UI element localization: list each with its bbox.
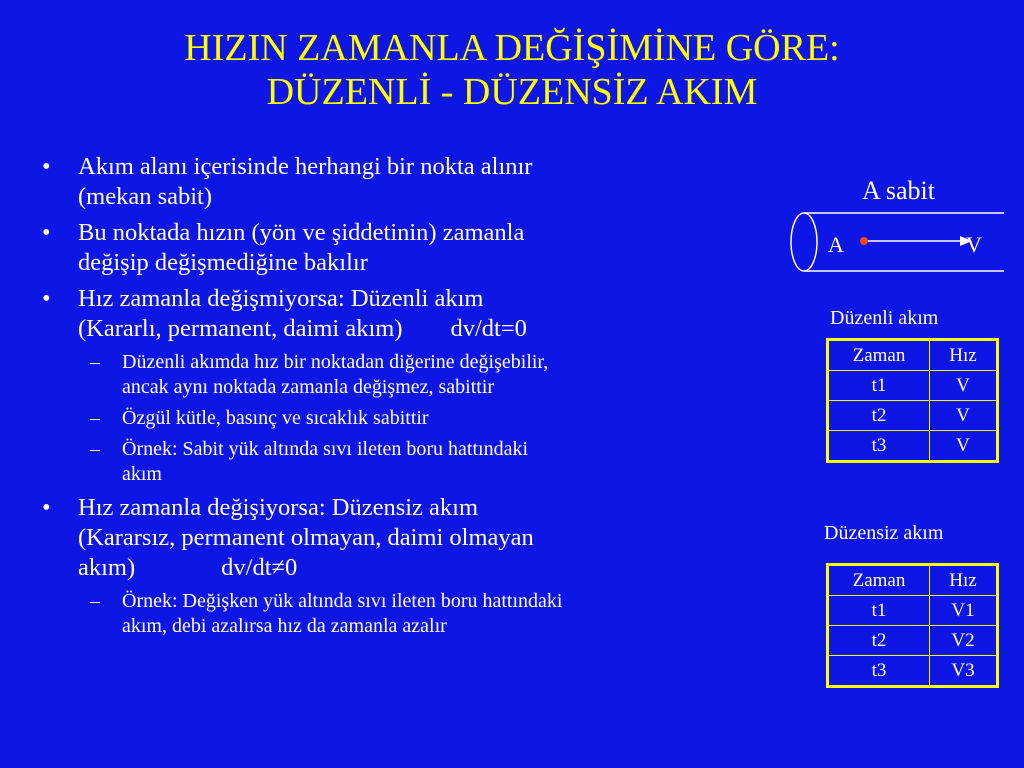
table-header-cell: Zaman — [828, 565, 930, 596]
bullet-line: Bu noktada hızın (yön ve şiddetinin) zamanla — [78, 219, 525, 246]
diagram-label: A sabit — [862, 176, 935, 205]
bullet-line: Akım alanı içerisinde herhangi bir nokta alınır — [78, 153, 533, 180]
table-cell: t2 — [828, 401, 930, 431]
table-header-row — [828, 565, 998, 596]
table-cell: V — [930, 371, 998, 401]
pipe-inlet-ellipse — [791, 213, 817, 271]
bullet-line: Hız zamanla değişmiyorsa: Düzenli akım — [78, 285, 484, 312]
table-cell: V1 — [930, 596, 998, 626]
bullet-mark: • — [42, 494, 51, 521]
bullet-line — [78, 553, 770, 583]
bullet-mark: – — [90, 351, 100, 373]
table-cell: t1 — [828, 371, 930, 401]
bullet-line: Hız zamanla değişiyorsa: Düzensiz akım — [78, 494, 479, 521]
table-cell: V — [930, 401, 998, 431]
table-header-cell: Hız — [930, 340, 998, 371]
velocity-label: V — [966, 232, 982, 257]
bullet-line: Örnek: Sabit yük altında sıvı ileten boru hattındaki — [122, 438, 529, 460]
bullet-mark: • — [42, 285, 51, 312]
steady-flow-table — [826, 338, 999, 463]
bullet-mark: – — [90, 407, 100, 429]
sub-bullet-item — [30, 589, 770, 639]
bullet-text: (Kararlı, permanent, daimi akım) — [78, 315, 403, 342]
bullet-line: akım — [122, 463, 162, 485]
table-row — [828, 626, 998, 656]
point-a-label: A — [828, 232, 844, 257]
table-row — [828, 401, 998, 431]
bullet-line: Örnek: Değişken yük altında sıvı ileten boru hattındaki — [122, 590, 563, 612]
table-row — [828, 596, 998, 626]
bullet-line — [78, 314, 770, 344]
table-row — [828, 371, 998, 401]
table-cell: V2 — [930, 626, 998, 656]
bullet-line: ancak aynı noktada zamanla değişmez, sabittir — [122, 376, 495, 398]
sub-bullet-item — [30, 437, 770, 487]
bullet-mark: – — [90, 438, 100, 460]
unsteady-flow-table — [826, 563, 999, 688]
sub-bullet-item — [30, 350, 770, 400]
bullet-item — [30, 493, 770, 583]
table-cell: t3 — [828, 656, 930, 687]
steady-table-caption: Düzenli akım — [830, 307, 939, 329]
bullet-mark: • — [42, 219, 51, 246]
sub-bullet-item — [30, 406, 770, 431]
title-line-1: HIZIN ZAMANLA DEĞİŞİMİNE GÖRE: — [184, 27, 840, 69]
title-line-2: DÜZENLİ - DÜZENSİZ AKIM — [266, 71, 758, 113]
bullet-mark: – — [90, 590, 100, 612]
table-row — [828, 656, 998, 687]
bullet-line: (Kararsız, permanent olmayan, daimi olmayan — [78, 524, 534, 551]
bullet-line: değişip değişmediğine bakılır — [78, 249, 368, 276]
bullet-text: akım) — [78, 554, 136, 581]
table-row — [828, 431, 998, 462]
unsteady-table-caption: Düzensiz akım — [824, 522, 944, 544]
bullet-line: Özgül kütle, basınç ve sıcaklık sabittir — [122, 407, 429, 429]
bullet-item — [30, 284, 770, 344]
bullet-list — [30, 152, 770, 645]
bullet-item — [30, 218, 770, 278]
formula: dv/dt=0 — [450, 315, 527, 342]
slide-title — [0, 26, 1024, 114]
point-a-dot — [860, 237, 868, 245]
bullet-mark: • — [42, 153, 51, 180]
table-cell: t2 — [828, 626, 930, 656]
bullet-line: Düzenli akımda hız bir noktadan diğerine değişebilir, — [122, 351, 549, 373]
formula: dv/dt≠0 — [221, 554, 298, 581]
table-cell: V3 — [930, 656, 998, 687]
bullet-line: (mekan sabit) — [78, 183, 213, 210]
table-header-cell: Hız — [930, 565, 998, 596]
bullet-item — [30, 152, 770, 212]
table-header-row — [828, 340, 998, 371]
table-cell: t3 — [828, 431, 930, 462]
bullet-line: akım, debi azalırsa hız da zamanla azalır — [122, 615, 447, 637]
table-cell: t1 — [828, 596, 930, 626]
table-header-cell: Zaman — [828, 340, 930, 371]
table-cell: V — [930, 431, 998, 462]
